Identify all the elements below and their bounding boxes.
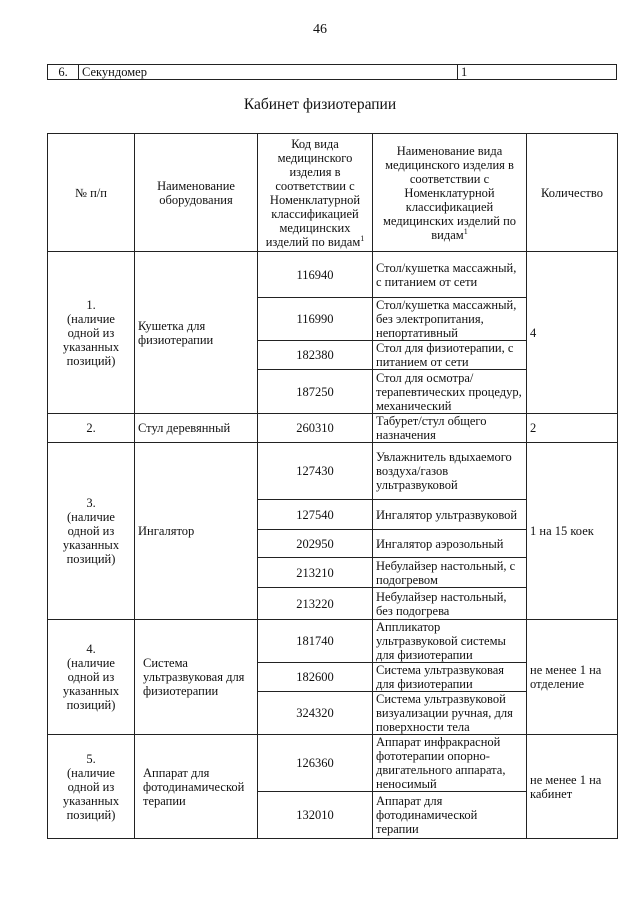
- equipment-name: Аппарат для фотодинамической терапии: [135, 735, 258, 839]
- quantity: 2: [527, 414, 618, 443]
- table-header-row: [48, 134, 618, 252]
- equipment-name: Кушетка для физиотерапии: [135, 252, 258, 414]
- table-row: [48, 443, 618, 500]
- device-code: 182600: [258, 663, 373, 692]
- quantity: не менее 1 на отделение: [527, 620, 618, 735]
- group-number: 2.: [48, 414, 135, 443]
- device-name: Система ультразвуковая для физиотерапии: [373, 663, 527, 692]
- device-code: 181740: [258, 620, 373, 663]
- device-code: 127430: [258, 443, 373, 500]
- table-row: [48, 65, 617, 80]
- device-name: Система ультразвуковой визуализации ручная, для поверхности тела: [373, 692, 527, 735]
- device-name: Увлажнитель вдыхаемого воздуха/газов ультразвуковой: [373, 443, 527, 500]
- equipment-table: [47, 133, 618, 839]
- device-code: 260310: [258, 414, 373, 443]
- device-name: Стол для физиотерапии, с питанием от сети: [373, 341, 527, 370]
- device-code: 213210: [258, 558, 373, 588]
- quantity: 1 на 15 коек: [527, 443, 618, 620]
- row-number: 6.: [48, 65, 79, 80]
- device-code: 187250: [258, 370, 373, 414]
- header-quantity: Количество: [527, 134, 618, 252]
- device-code: 182380: [258, 341, 373, 370]
- table-row: [48, 735, 618, 792]
- group-number: 1. (наличие одной из указанных позиций): [48, 252, 135, 414]
- group-number: 5. (наличие одной из указанных позиций): [48, 735, 135, 839]
- footnote-mark: 1: [360, 233, 365, 243]
- device-name: Стол/кушетка массажный, с питанием от сети: [373, 252, 527, 298]
- device-code: 116940: [258, 252, 373, 298]
- device-name: Аппарат для фотодинамической терапии: [373, 792, 527, 839]
- header-equipment: Наименование оборудования: [135, 134, 258, 252]
- table-row: [48, 620, 618, 663]
- previous-table-tail: [47, 64, 617, 80]
- device-name: Стол/кушетка массажный, без электропитания, непортативный: [373, 298, 527, 341]
- device-code: 324320: [258, 692, 373, 735]
- header-device-text: Наименование вида медицинского изделия в соответствии с Номенклатурной классификацией медицинских изделий по видам: [382, 143, 517, 242]
- device-name: Аппарат инфракрасной фототерапии опорно-двигательного аппарата, неносимый: [373, 735, 527, 792]
- table-row: [48, 414, 618, 443]
- device-name: Небулайзер настольный, с подогревом: [373, 558, 527, 588]
- header-num: № п/п: [48, 134, 135, 252]
- equipment-name: Секундомер: [79, 65, 458, 80]
- footnote-mark: 1: [463, 226, 468, 236]
- header-code: [258, 134, 373, 252]
- table-row: [48, 252, 618, 298]
- header-device-name: [373, 134, 527, 252]
- equipment-name: Ингалятор: [135, 443, 258, 620]
- device-name: Ингалятор ультразвуковой: [373, 500, 527, 530]
- device-code: 126360: [258, 735, 373, 792]
- device-code: 202950: [258, 530, 373, 558]
- equipment-name: Стул деревянный: [135, 414, 258, 443]
- device-code: 132010: [258, 792, 373, 839]
- header-code-text: Код вида медицинского изделия в соответствии с Номенклатурной классификацией медицинских изделий по видам: [265, 136, 361, 249]
- device-name: Табурет/стул общего назначения: [373, 414, 527, 443]
- device-name: Небулайзер настольный, без подогрева: [373, 588, 527, 620]
- device-code: 213220: [258, 588, 373, 620]
- quantity: не менее 1 на кабинет: [527, 735, 618, 839]
- group-number: 3. (наличие одной из указанных позиций): [48, 443, 135, 620]
- section-title: Кабинет физиотерапии: [243, 96, 397, 113]
- table-body: [48, 252, 618, 839]
- device-name: Аппликатор ультразвуковой системы для физиотерапии: [373, 620, 527, 663]
- quantity: 1: [458, 65, 617, 80]
- device-code: 127540: [258, 500, 373, 530]
- equipment-name: Система ультразвуковая для физиотерапии: [135, 620, 258, 735]
- device-name: Ингалятор аэрозольный: [373, 530, 527, 558]
- device-code: 116990: [258, 298, 373, 341]
- device-name: Стол для осмотра/терапевтических процедур, механический: [373, 370, 527, 414]
- page-number: 46: [313, 22, 327, 37]
- quantity: 4: [527, 252, 618, 414]
- group-number: 4. (наличие одной из указанных позиций): [48, 620, 135, 735]
